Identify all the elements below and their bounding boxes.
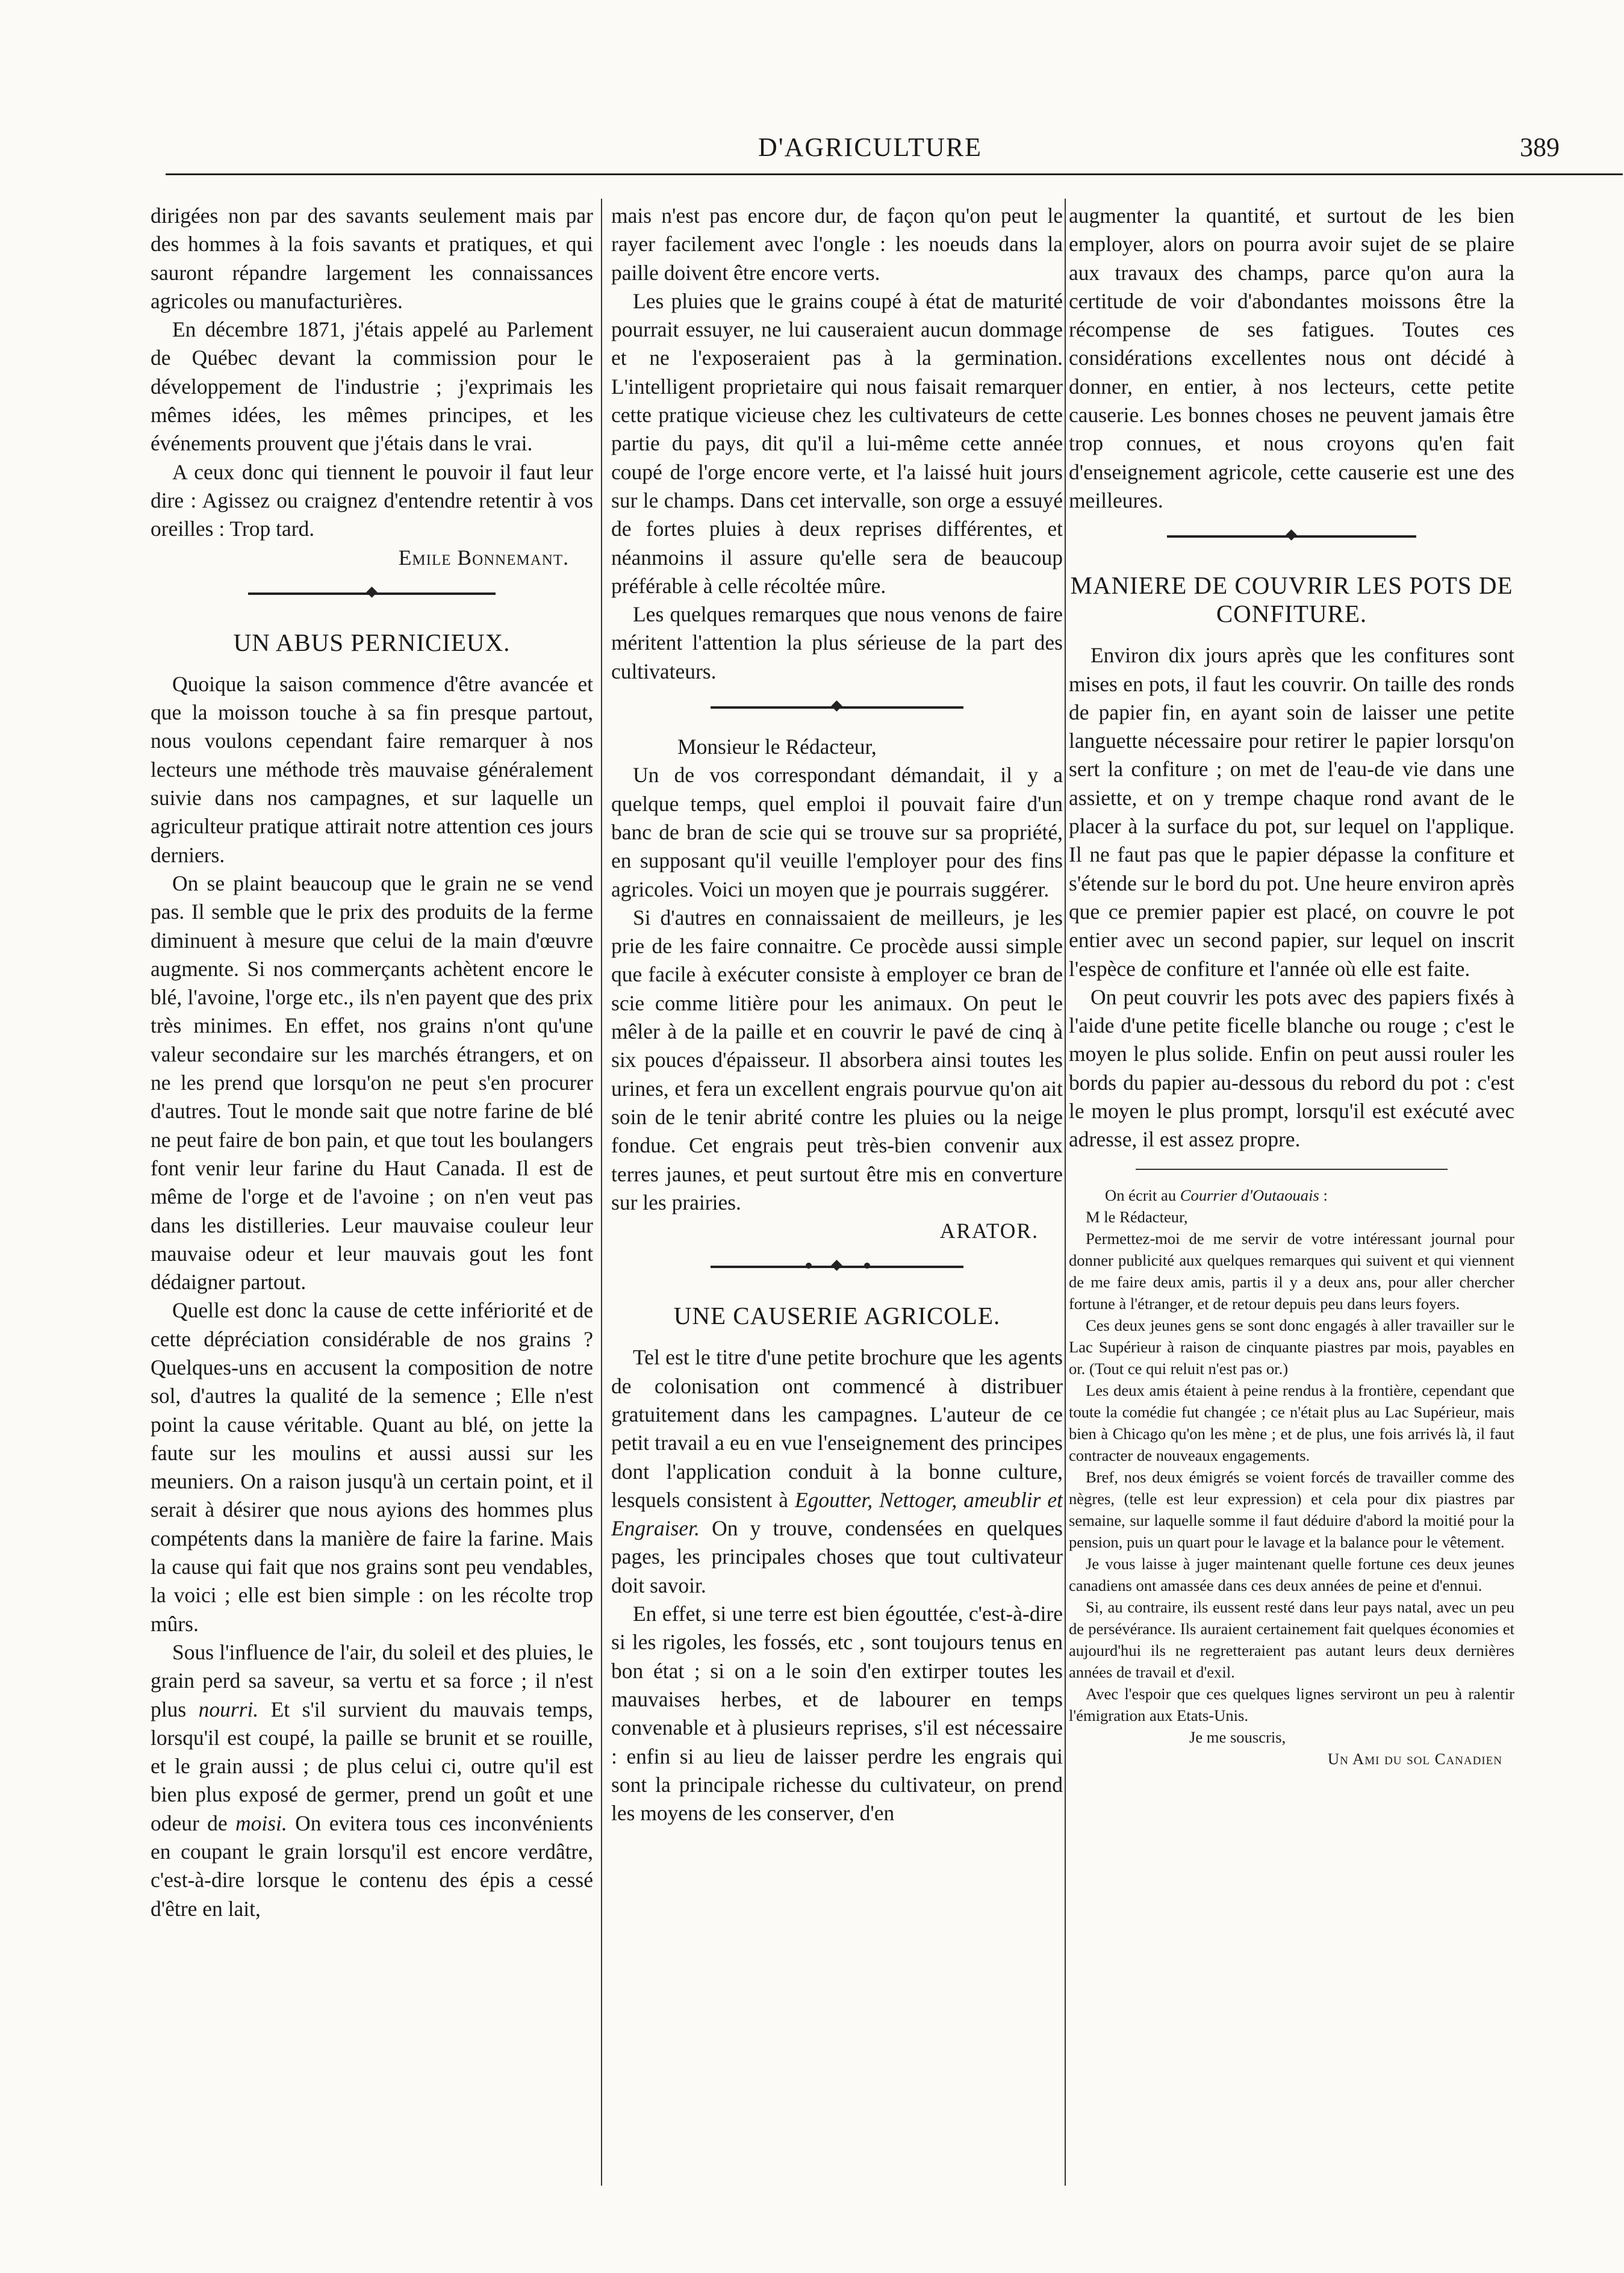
page-title: D'AGRICULTURE <box>758 132 983 162</box>
paragraph: Les quelques remarques que nous venons de faire méritent l'attention la plus sérieuse de la part des cultivateurs. <box>611 602 1063 683</box>
column-2 <box>611 202 1063 2207</box>
separator-ornament <box>611 686 1063 728</box>
separator-ornament <box>611 1245 1063 1287</box>
paragraph: augmenter la quantité, et surtout de les bien employer, alors on pourra avoir sujet de se plaire aux travaux des champs, parce qu'on aura la certitude de voir d'abondantes moissons être la récompense de ses fatigues. Toutes ces considérations excellentes nous ont décidé à donner, en entier, à nos lecteurs, cette petite causerie. Les bonnes choses ne peuvent jamais être trop connues, et nous croyons qu'en fait d'enseignement agricole, cette causerie est une des meilleures. <box>1069 204 1514 512</box>
separator-rule <box>1069 1154 1514 1184</box>
article-heading: UNE CAUSERIE AGRICOLE. <box>673 1302 1001 1330</box>
column-rule-2 <box>1065 199 1066 2186</box>
letter-signature: Un Ami du sol Canadien <box>1327 1749 1502 1768</box>
article-heading: MANIERE DE COUVRIR LES POTS DE CONFITURE. <box>1070 571 1513 628</box>
paragraph: Les pluies que le grains coupé à état de maturité pourrait essuyer, ne lui causeraient aucun dommage et ne l'exposeraient pas à la germination. L'intelligent proprietaire qui nous faisait remarquer cette pratique vicieuse chez les cultivateurs de cette partie du pays, dit qu'il a lui-même cette année coupé de l'orge encore verte, et l'a laissé huit jours sur le champs. Dans cet intervalle, son orge a essuyé de fortes pluies à deux reprises différentes, et néanmoins il assure qu'elle sera de beaucoup préférable à celle récoltée mûre. <box>611 288 1063 598</box>
paragraph: Permettez-moi de me servir de votre intéressant journal pour donner publicité aux quelques remarques qui suivent et qui viennent de me faire deux amis, partis il y a deux ans, pour aller chercher fortune à l'étranger, et de retour depuis peu dans leurs foyers. <box>1069 1229 1514 1313</box>
paragraph: On peut couvrir les pots avec des papiers fixés à l'aide d'une petite ficelle blanche ou rouge ; c'est le moyen le plus solide. Enfin on peut aussi rouler les bords du papier au-dessous du rebord du pot : c'est le moyen le plus prompt, lorsqu'il est exécuté avec adresse, il est assez propre. <box>1069 984 1514 1152</box>
header-rule <box>166 173 1623 175</box>
paragraph: On se plaint beaucoup que le grain ne se vend pas. Il semble que le prix des produits de la ferme diminuent à mesure que celui de la main d'œuvre augmente. Si nos commerçants achètent encore le blé, l'avoine, l'orge etc., ils n'en payent que des prix très minimes. En effet, nos grains n'ont qu'une valeur secondaire sur les marchés étrangers, et on ne les prend que lorsqu'on ne peut s'en procurer d'autres. Tout le monde sait que notre farine de blé ne peut faire de bon pain, et que tout les boulangers font venir leur farine du Haut Canada. Il est de même de l'orge et de l'avoine ; on n'en veut pas dans les distilleries. Leur mauvaise couleur leur mauvaise odeur et leur mauvais gout les font dédaigner partout. <box>151 871 593 1295</box>
running-head <box>169 129 1572 172</box>
article-signature: ARATOR. <box>939 1219 1039 1243</box>
letter-intro: On écrit au Courrier d'Outaouais : <box>1105 1186 1328 1204</box>
column-rule-1 <box>601 199 602 2186</box>
separator-ornament <box>1069 515 1514 557</box>
paragraph: Sous l'influence de l'air, du soleil et des pluies, le grain perd sa saveur, sa vertu et sa force ; il n'est plus nourri. Et s'il survient du mauvais temps, lorsqu'il est coupé, la paille se brunit et se rouille, et le grain aussi ; de plus celui ci, outre qu'il est bien plus exposé de germer, prend un goût et une odeur de moisi. On evitera tous ces inconvénients en coupant le grain lorsqu'il est encore verdâtre, c'est-à-dire lorsque le contenu des épis a cessé d'être en lait, <box>151 1640 593 1921</box>
paragraph: dirigées non par des savants seulement mais par des hommes à la fois savants et pratiques, et qui sauront répandre largement les connaissances agricoles ou manufacturières. <box>151 204 593 313</box>
paragraph: Si, au contraire, ils eussent resté dans leur pays natal, avec un peu de persévérance. Ils auraient certainement fait quelques économies et aujourd'hui ils ne regretteraient pas autant leurs deux dernières années de travail et d'exil. <box>1069 1597 1514 1681</box>
paragraph: Quoique la saison commence d'être avancée et que la moisson touche à sa fin presque partout, nous voulons cependant faire remarquer à nos lecteurs une méthode très mauvaise généralement suivie dans nos campagnes, et sur laquelle un agriculteur pratique attirait notre attention ces jours derniers. <box>151 671 593 867</box>
paragraph: Si d'autres en connaissaient de meilleurs, je les prie de les faire connaitre. Ce procède aussi simple que facile à exécuter consiste à employer ce bran de scie comme litière pour les animaux. On peut le mêler à de la paille et en couvrir le pavé de cinq à six pouces d'épaisseur. Il absorbera ainsi toutes les urines, et fera un excellent engrais pourvue qu'on ait soin de le tenir abrité contre les pluies ou la neige fondue. Cet engrais peut très-bien convenir aux terres jaunes, et peut surtout être mis en converture sur les prairies. <box>611 905 1063 1214</box>
column-3 <box>1069 202 1514 2207</box>
letter-salutation: Monsieur le Rédacteur, <box>677 735 877 759</box>
letter-closing: Je me souscris, <box>1189 1727 1286 1746</box>
paragraph: Quelle est donc la cause de cette infériorité et de cette dépréciation considérable de nos grains ? Quelques-uns en accusent la composition de notre sol, d'autres la qualité de la semence ; Elle n'est point la cause véritable. Quant au blé, on jette la faute sur les moulins et aussi aussi sur les meuniers. On a raison jusqu'à un certain point, et il serait à désirer que nous ayions des hommes plus compétents dans la manière de faire la farine. Mais la cause qui fait que nos grains sont peu vendables, la voici ; elle est bien simple : on les récolte trop mûrs. <box>151 1298 593 1636</box>
paragraph: A ceux donc qui tiennent le pouvoir il faut leur dire : Agissez ou craignez d'entendre retentir à vos oreilles : Trop tard. <box>151 459 593 541</box>
paragraph: mais n'est pas encore dur, de façon qu'on peut le rayer facilement avec l'ongle : les noeuds dans la paille doivent être encore verts. <box>611 204 1063 285</box>
letter-block <box>1069 1184 1514 1770</box>
paragraph: Un de vos correspondant démandait, il y a quelque temps, quel emploi il pouvait faire d'un banc de bran de scie qui se trouve sur sa propriété, en supposant qu'il veuille l'employer pour des fins agricoles. Voici un moyen que je pourrais suggérer. <box>611 763 1063 901</box>
paragraph: En décembre 1871, j'étais appelé au Parlement de Québec devant la commission pour le développement de l'industrie ; j'exprimais les mêmes idées, les mêmes principes, et les événements prouvent que j'étais dans le vrai. <box>151 317 593 456</box>
paragraph: Les deux amis étaient à peine rendus à la frontière, cependant que toute la comédie fut changée ; ce n'était plus au Lac Supérieur, mais bien à Chicago qu'on les mène ; et de plus, une fois arrivés là, il faut contracter de nouveaux engagements. <box>1069 1381 1514 1464</box>
paragraph: Ces deux jeunes gens se sont donc engagés à aller travailler sur le Lac Supérieur à raison de cinquante piastres par mois, payables en or. (Tout ce qui reluit n'est pas or.) <box>1069 1316 1514 1378</box>
paragraph: Avec l'espoir que ces quelques lignes serviront un peu à ralentir l'émigration aux Etats-Unis. <box>1069 1684 1514 1724</box>
separator-ornament <box>151 572 593 614</box>
page-number: 389 <box>1520 132 1560 162</box>
column-1 <box>151 202 593 2207</box>
paragraph: Bref, nos deux émigrés se voient forcés de travailler comme des nègres, (telle est leur expression) et cela pour dix piastres par semaine, sur laquelle somme il faut déduire d'abord la moitié pour la pension, puis un quart pour le lavage et la balance pour le vêtement. <box>1069 1467 1514 1551</box>
paragraph: En effet, si une terre est bien égouttée, c'est-à-dire si les rigoles, les fossés, etc , sont toujours tenus en bon état ; si on a le soin d'en extirper toutes les mauvaises herbes, et de labourer en temps convenable et à plusieurs reprises, s'il est nécessaire : enfin si au lieu de laisser perdre les engrais qui sont la principale richesse du cultivateur, on prend les moyens de les conserver, d'en <box>611 1602 1063 1826</box>
paragraph: Tel est le titre d'une petite brochure que les agents de colonisation ont commencé à distribuer gratuitement dans les campagnes. L'auteur de ce petit travail a eu en vue l'enseignement des principes dont l'application conduit à la bonne culture, lesquels consistent à Egoutter, Nettoger, ameublir et Engraiser. On y trouve, condensées en quelques pages, les principales choses que tout cultivateur doit savoir. <box>611 1345 1063 1597</box>
letter-salutation: M le Rédacteur, <box>1086 1207 1188 1226</box>
article-heading: UN ABUS PERNICIEUX. <box>233 628 511 656</box>
article-signature: Emile Bonnemant. <box>398 545 569 570</box>
paragraph: Je vous laisse à juger maintenant quelle fortune ces deux jeunes canadiens ont amassée dans ces deux années de peine et d'ennui. <box>1069 1554 1514 1594</box>
paragraph: Environ dix jours après que les confitures sont mises en pots, il faut les couvrir. On taille des ronds de papier fin, en ayant soin de laisser une petite languette nécessaire pour retirer le papier lorsqu'on sert la confiture ; on met de l'eau-de vie dans une assiette, et on y trempe chaque rond avant de le placer à la surface du pot, sur lequel on l'applique. Il ne faut pas que le papier dépasse la confiture et s'étende sur le bord du pot. Une heure environ après que ce premier papier est placé, on couvre le pot entier avec un second papier, sur lequel on inscrit l'espèce de confiture et l'année où elle est faite. <box>1069 643 1514 981</box>
